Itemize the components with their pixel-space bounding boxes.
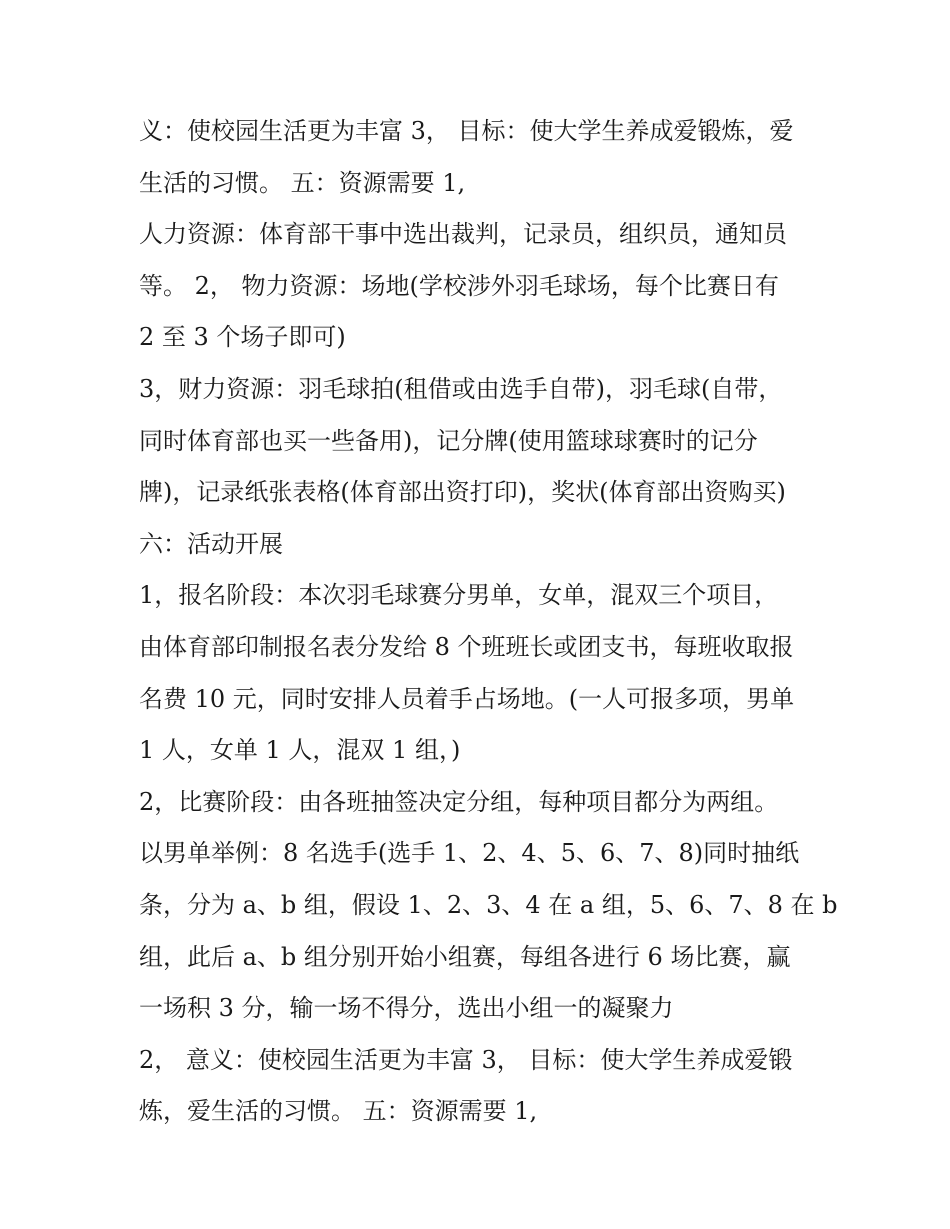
text-line: 组，此后 a、b 组分别开始小组赛，每组各进行 6 场比赛，赢 (139, 942, 791, 971)
text-line: 同时体育部也买一些备用)，记分牌(使用篮球球赛时的记分 (139, 426, 758, 455)
text-line: 3，财力资源：羽毛球拍(租借或由选手自带)，羽毛球(自带， (139, 374, 783, 403)
text-line: 1 人，女单 1 人，混双 1 组，) (139, 736, 461, 765)
text-line: 生活的习惯。 五：资源需要 1, (139, 168, 466, 197)
section-heading: 六：活动开展 (139, 529, 283, 558)
text-line: 2 至 3 个场子即可) (139, 323, 346, 352)
text-line: 一场积 3 分，输一场不得分，选出小组一的凝聚力 (139, 994, 674, 1023)
text-line: 1，报名阶段：本次羽毛球赛分男单，女单，混双三个项目， (139, 581, 779, 610)
text-line: 2， 意义：使校园生活更为丰富 3， 目标：使大学生养成爱锻 (139, 1045, 793, 1074)
text-line: 名费 10 元，同时安排人员着手占场地。(一人可报多项，男单 (139, 684, 795, 713)
text-line: 条，分为 a、b 组，假设 1、2、3、4 在 a 组，5、6、7、8 在 b (139, 890, 838, 919)
text-line: 牌)，记录纸张表格(体育部出资打印)，奖状(体育部出资购买) (139, 478, 786, 507)
text-line: 2，比赛阶段：由各班抽签决定分组，每种项目都分为两组。 (139, 787, 779, 816)
text-line: 人力资源：体育部干事中选出裁判，记录员，组织员，通知员 (139, 220, 787, 249)
text-line: 炼，爱生活的习惯。 五：资源需要 1, (139, 1097, 538, 1126)
document-body (139, 106, 838, 1138)
text-line: 由体育部印制报名表分发给 8 个班班长或团支书，每班收取报 (139, 632, 794, 661)
text-line: 以男单举例：8 名选手(选手 1、2、4、5、6、7、8)同时抽纸 (139, 839, 800, 868)
text-line: 义：使校园生活更为丰富 3， 目标：使大学生养成爱锻炼，爱 (139, 117, 794, 145)
text-line: 等。 2， 物力资源：场地(学校涉外羽毛球场，每个比赛日有 (139, 271, 779, 300)
